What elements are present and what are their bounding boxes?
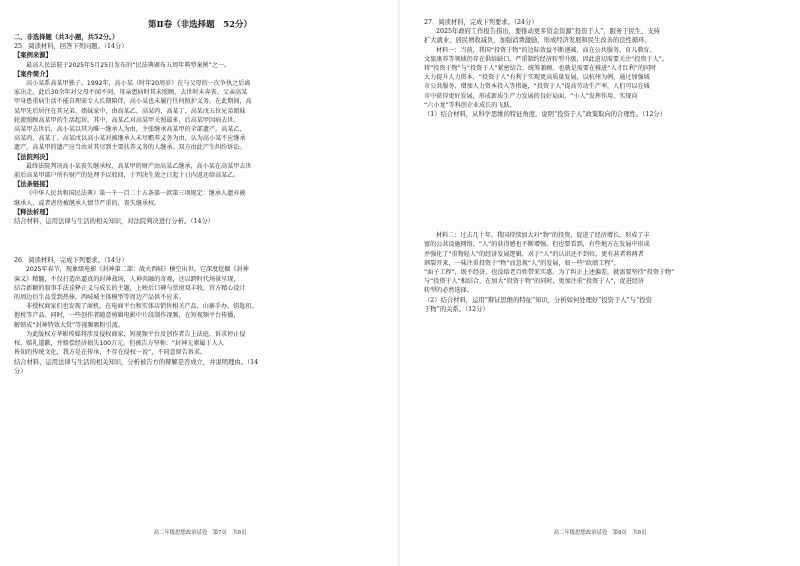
q27-m1-line: 市中获得更好发展，形成新质生产力发展的良好局面，“小人”发挥作用，实现向	[424, 92, 638, 100]
q26-body-line: 抱枕等产品。同时，一些创作者随意剪辑电影中片段制作视频，在短视频平台传播，	[14, 312, 240, 320]
q25-stem: 25．阅读材料，回答下列问题。（14分）	[14, 43, 128, 51]
q25-ruling-line: 最终法院判决高小某丧失继承权，高某甲的财产由高某乙继承，高小某在高某甲去世	[26, 162, 252, 170]
q25-law-line: 继承人，或者虐待被继承人情节严重的，丧失继承权。	[14, 199, 161, 207]
page-8	[400, 0, 800, 566]
q27-m1-line: 文旅康养等领域仍存在供给缺口，严重制约经济转型升级，因此迫切需要关注“投资于人”。	[424, 55, 668, 63]
q27-m2-line: “面子工程”，既不经济，也没给老百姓带来实惠。为了纠正上述偏差，就需要坚持“投资于物”	[424, 269, 675, 277]
q27-m2-line: 富的公共设施网络，“人”的获得感也不断增强。但也要看到，有些地方在发展中形成	[424, 241, 650, 249]
q26-body-line: 2025年春节，现象级电影《封神第二部：战火西岐》横空出世。它深度挖掘《封神	[26, 266, 249, 274]
q25-law-label: 【法条链接】	[14, 181, 52, 189]
q25-facts-line: 高小某系高某甲独子。1992年，高小某（时年20周岁）在与父母的一次争执之后离	[26, 80, 251, 88]
q27-stem: 27．阅读材料，完成下列要求。（24分）	[424, 19, 538, 26]
q26-task: 分）	[14, 367, 27, 375]
q25-facts-line: 某甲先后居住在其兄弟、姐妹家中，由高某乙、高某丙、高某丁、高某戊五位兄弟姐妹	[14, 107, 246, 115]
q27-sub2: （2）结合材料，运用“辩证思维的特征”知识，分析如何处理好“投资于人”与“投资	[424, 296, 652, 304]
q27-m2-line: 并强化了“重物轻人”的经济发展逻辑，对于“人”的认识还不到位。更有甚者将两者	[424, 250, 644, 258]
q26-body-line: 解锁成“封神特效大赏”等视频吸粉引流。	[14, 321, 124, 329]
q26-body-line: 演义》精髓，不仅打造出逼真的封神战场，人神共融的奇观，还以跨时代场景呈现，	[14, 275, 240, 283]
part-two-title: 第Ⅱ卷（非选择题 52分）	[148, 20, 252, 30]
q26-task: 结合材料，运用法律与生活的相关知识，分析被告方的辩解是否成立，并说明理由。（14	[14, 358, 259, 366]
q27-m1-line: “六小龙”等科创企业成长的飞跃。	[424, 101, 516, 109]
q26-body-line: 的周边衍生品受到热捧，西岐城主体模型等周边产品供不应求。	[14, 294, 185, 302]
q27-sub1: （1）结合材料，从科学思维的特征角度，说明“投资于人”政策取向的合理性。（12分）	[424, 111, 666, 119]
q27-m1-line: 材料一：当前，我国“投资于物”的边际效益不断递减，而在公共服务、育儿教育、	[436, 46, 656, 54]
q25-facts-label: 【案件简介】	[14, 70, 52, 78]
q25-facts-line: 遗产，高某甲的遗产应当由对其尽到主要扶养义务的人继承。双方由此产生纠纷诉讼。	[14, 144, 246, 152]
q25-facts-line: 甲身患重病生活不能自理需专人长期陪伴，高小某也未履行任何照护义务。在此期间，高	[14, 98, 252, 106]
page-footer: 高二年级思想政治试卷 第7页 共8页	[153, 530, 247, 536]
q25-task: 结合材料，运用法律与生活的相关知识，对法院判决进行分析。（14分）	[14, 218, 215, 226]
q26-body-line: 权、赔礼道歉，并赔偿经济损失100万元。但被告方坚称：“封神元素属于人人	[14, 340, 224, 348]
q27-intro-line: 扩大就业、居民增收减负、加强消费激励，形成经济发展和民生改善的良性循环。	[424, 37, 651, 45]
q27-m2-line: 割裂开来，一味注重投资于“物”而忽视“人”的发展，如一些“政绩工程”、	[424, 259, 620, 267]
q25-ruling-label: 【法院判决】	[14, 153, 52, 161]
page-footer: 高二年级思想政治试卷 第8页 共8页	[553, 530, 647, 536]
q26-body-line: 非授权商家们也发现了商机，在电商平台和实体店销售相关产品，山寨手办、钥匙扣、	[26, 303, 258, 311]
section-heading: 二、非选择题（共3小题，共52分。）	[14, 34, 119, 41]
q27-m1-line: 市公共服务，增加人力资本投入等措施，“投资于人”提高劳动生产率，人们可以在城	[424, 83, 650, 91]
q26-body-line: 为此版权方华影传媒将涉及侵权商家、短视频平台及创作者告上法庭，诉求停止侵	[26, 330, 246, 338]
q27-m1-line: 将“投资于物”与“投资于人”紧密结合，统筹兼顾。也就是需要在推进“人才红利”的同时	[424, 65, 657, 73]
q26-body-line: 皆知的传统文化，我方是在传承，不存在侵权一说”，不同意原告诉求。	[14, 349, 207, 357]
q26-body-line: 结合新颖的叙事手法诠释正义与成长的主题，上映后口碑与票房双丰收，官方精心设计	[14, 284, 246, 292]
q26-stem: 26．阅读材料，完成下列要求。（14分）	[14, 257, 128, 265]
q25-explain-label: 【释法析理】	[14, 208, 52, 216]
q27-sub2: 于物”的关系。（12分）	[424, 305, 489, 313]
q25-ruling-line: 前后高某甲部户所有财产的处理予以驳回，于判决生效之日起十日内返还给高某乙。	[14, 172, 240, 180]
q27-m1-line: 大力提升人力资本，“投资于人”有利于实现更高质量发展，以杭州为例，通过加强城	[424, 74, 650, 82]
q25-facts-line: 家出走，此后30余年对父母不闻不问。母亲患病时其未照顾，去世时未奔丧。父亲高某	[14, 89, 248, 97]
q25-facts-line: 高某丙、高某丁、高某戊以高小某对被继承人未尽赡养义务为由，认为高小某不应继承	[14, 135, 246, 143]
q27-m2-line: 材料二：过去几十年，我国持续加大对“物”的投资，促进了经济增长，形成了丰	[436, 232, 650, 240]
q25-facts-line: 轮流照顾高某甲的生活起居。其中，高某乙对高某甲关照最多，后高某甲因病去世。	[14, 116, 240, 124]
q25-case-label: 【案例来源】	[14, 52, 52, 60]
q25-source: 最高人民法院于2025年5月25日发布的“民法典颁布五周年典型案例”之一。	[26, 61, 231, 69]
q27-intro-line: 2025年政府工作报告指出，要推动更多资金资源“投资于人”、服务于民生，支持	[436, 28, 660, 36]
q27-m2-line: 转型的必然选择。	[424, 287, 473, 295]
q25-facts-line: 高某甲去世后，高小某以其为唯一继承人为由，主张继承高某甲的全部遗产。高某乙、	[14, 126, 246, 134]
q25-law-line: 《中华人民共和国民法典》第一千一百二十五条第一款第三项规定：继承人遗弃被	[26, 190, 246, 198]
q27-m2-line: 与“投资于人”相结合，在加大“投资于物”的同时，更加注重“投资于人”，促进经济	[424, 278, 645, 286]
